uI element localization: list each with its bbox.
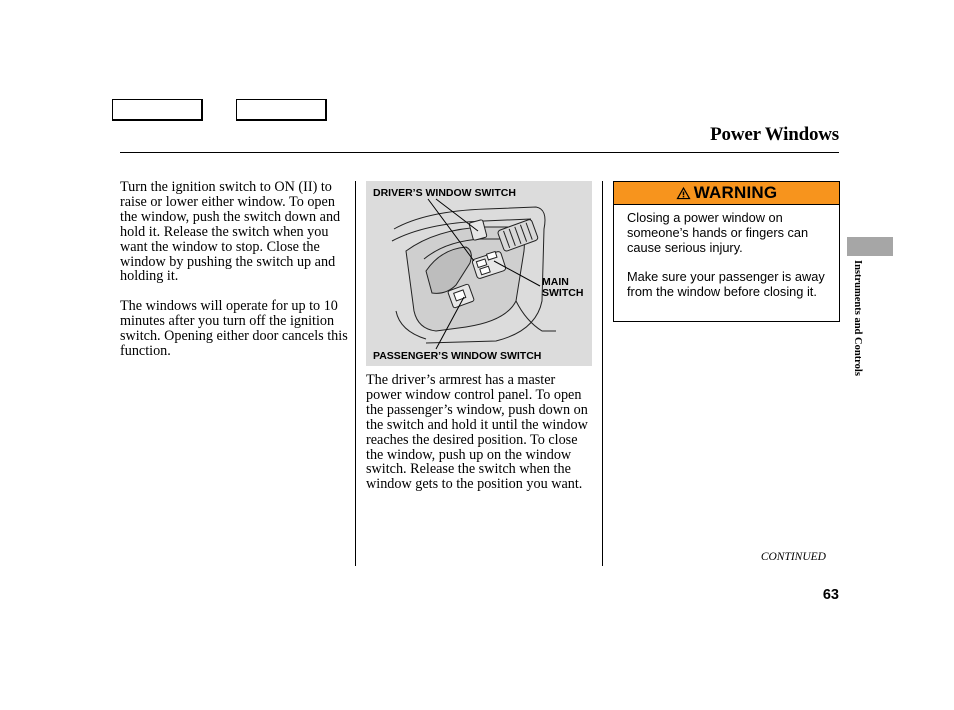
nav-button-next[interactable] [236,99,327,121]
paragraph: Turn the ignition switch to ON (II) to raise or lower either window. To open the window, push the switch down and hold it. Release the switch when you want the window to stop. Close the window by pushing the switch up and holding it. [120,179,341,285]
warning-header [614,182,839,205]
column-1-text [120,180,348,359]
column-2-text [366,373,592,492]
page-number: 63 [822,587,839,603]
section-label: Instruments and Controls [852,260,863,376]
armrest-drawing [366,181,592,366]
label-drivers-window-switch: DRIVER’S WINDOW SWITCH [373,187,516,199]
paragraph: The driver’s armrest has a master power window control panel. To open the passenger’s window, push down on the switch and hold it until the window reaches the desired position. To close the window, push up on the window switch. Release the switch when the window gets to the position you want. [366,372,588,493]
warning-paragraph: Closing a power window on someone’s hands or fingers can cause serious injury. [627,210,809,255]
nav-button-previous[interactable] [112,99,203,121]
label-main-switch [542,277,583,299]
column-divider [602,181,603,566]
page-title: Power Windows [710,124,839,145]
label-passengers-window-switch: PASSENGER’S WINDOW SWITCH [373,350,542,362]
continued-label: CONTINUED [760,551,826,563]
label-main-line-1: MAIN [542,276,569,288]
warning-body [614,205,839,300]
warning-paragraph: Make sure your passenger is away from the window before closing it. [627,269,825,300]
section-tab [847,237,893,256]
paragraph: The windows will operate for up to 10 minutes after you turn off the ignition switch. Opening either door cancels this function. [120,298,348,360]
column-divider [355,181,356,566]
warning-title: WARNING [693,183,778,202]
header-rule [120,152,839,153]
warning-triangle-icon [676,186,691,200]
armrest-switch-illustration [366,181,592,366]
label-main-line-2: SWITCH [542,287,584,299]
warning-box [613,181,840,322]
